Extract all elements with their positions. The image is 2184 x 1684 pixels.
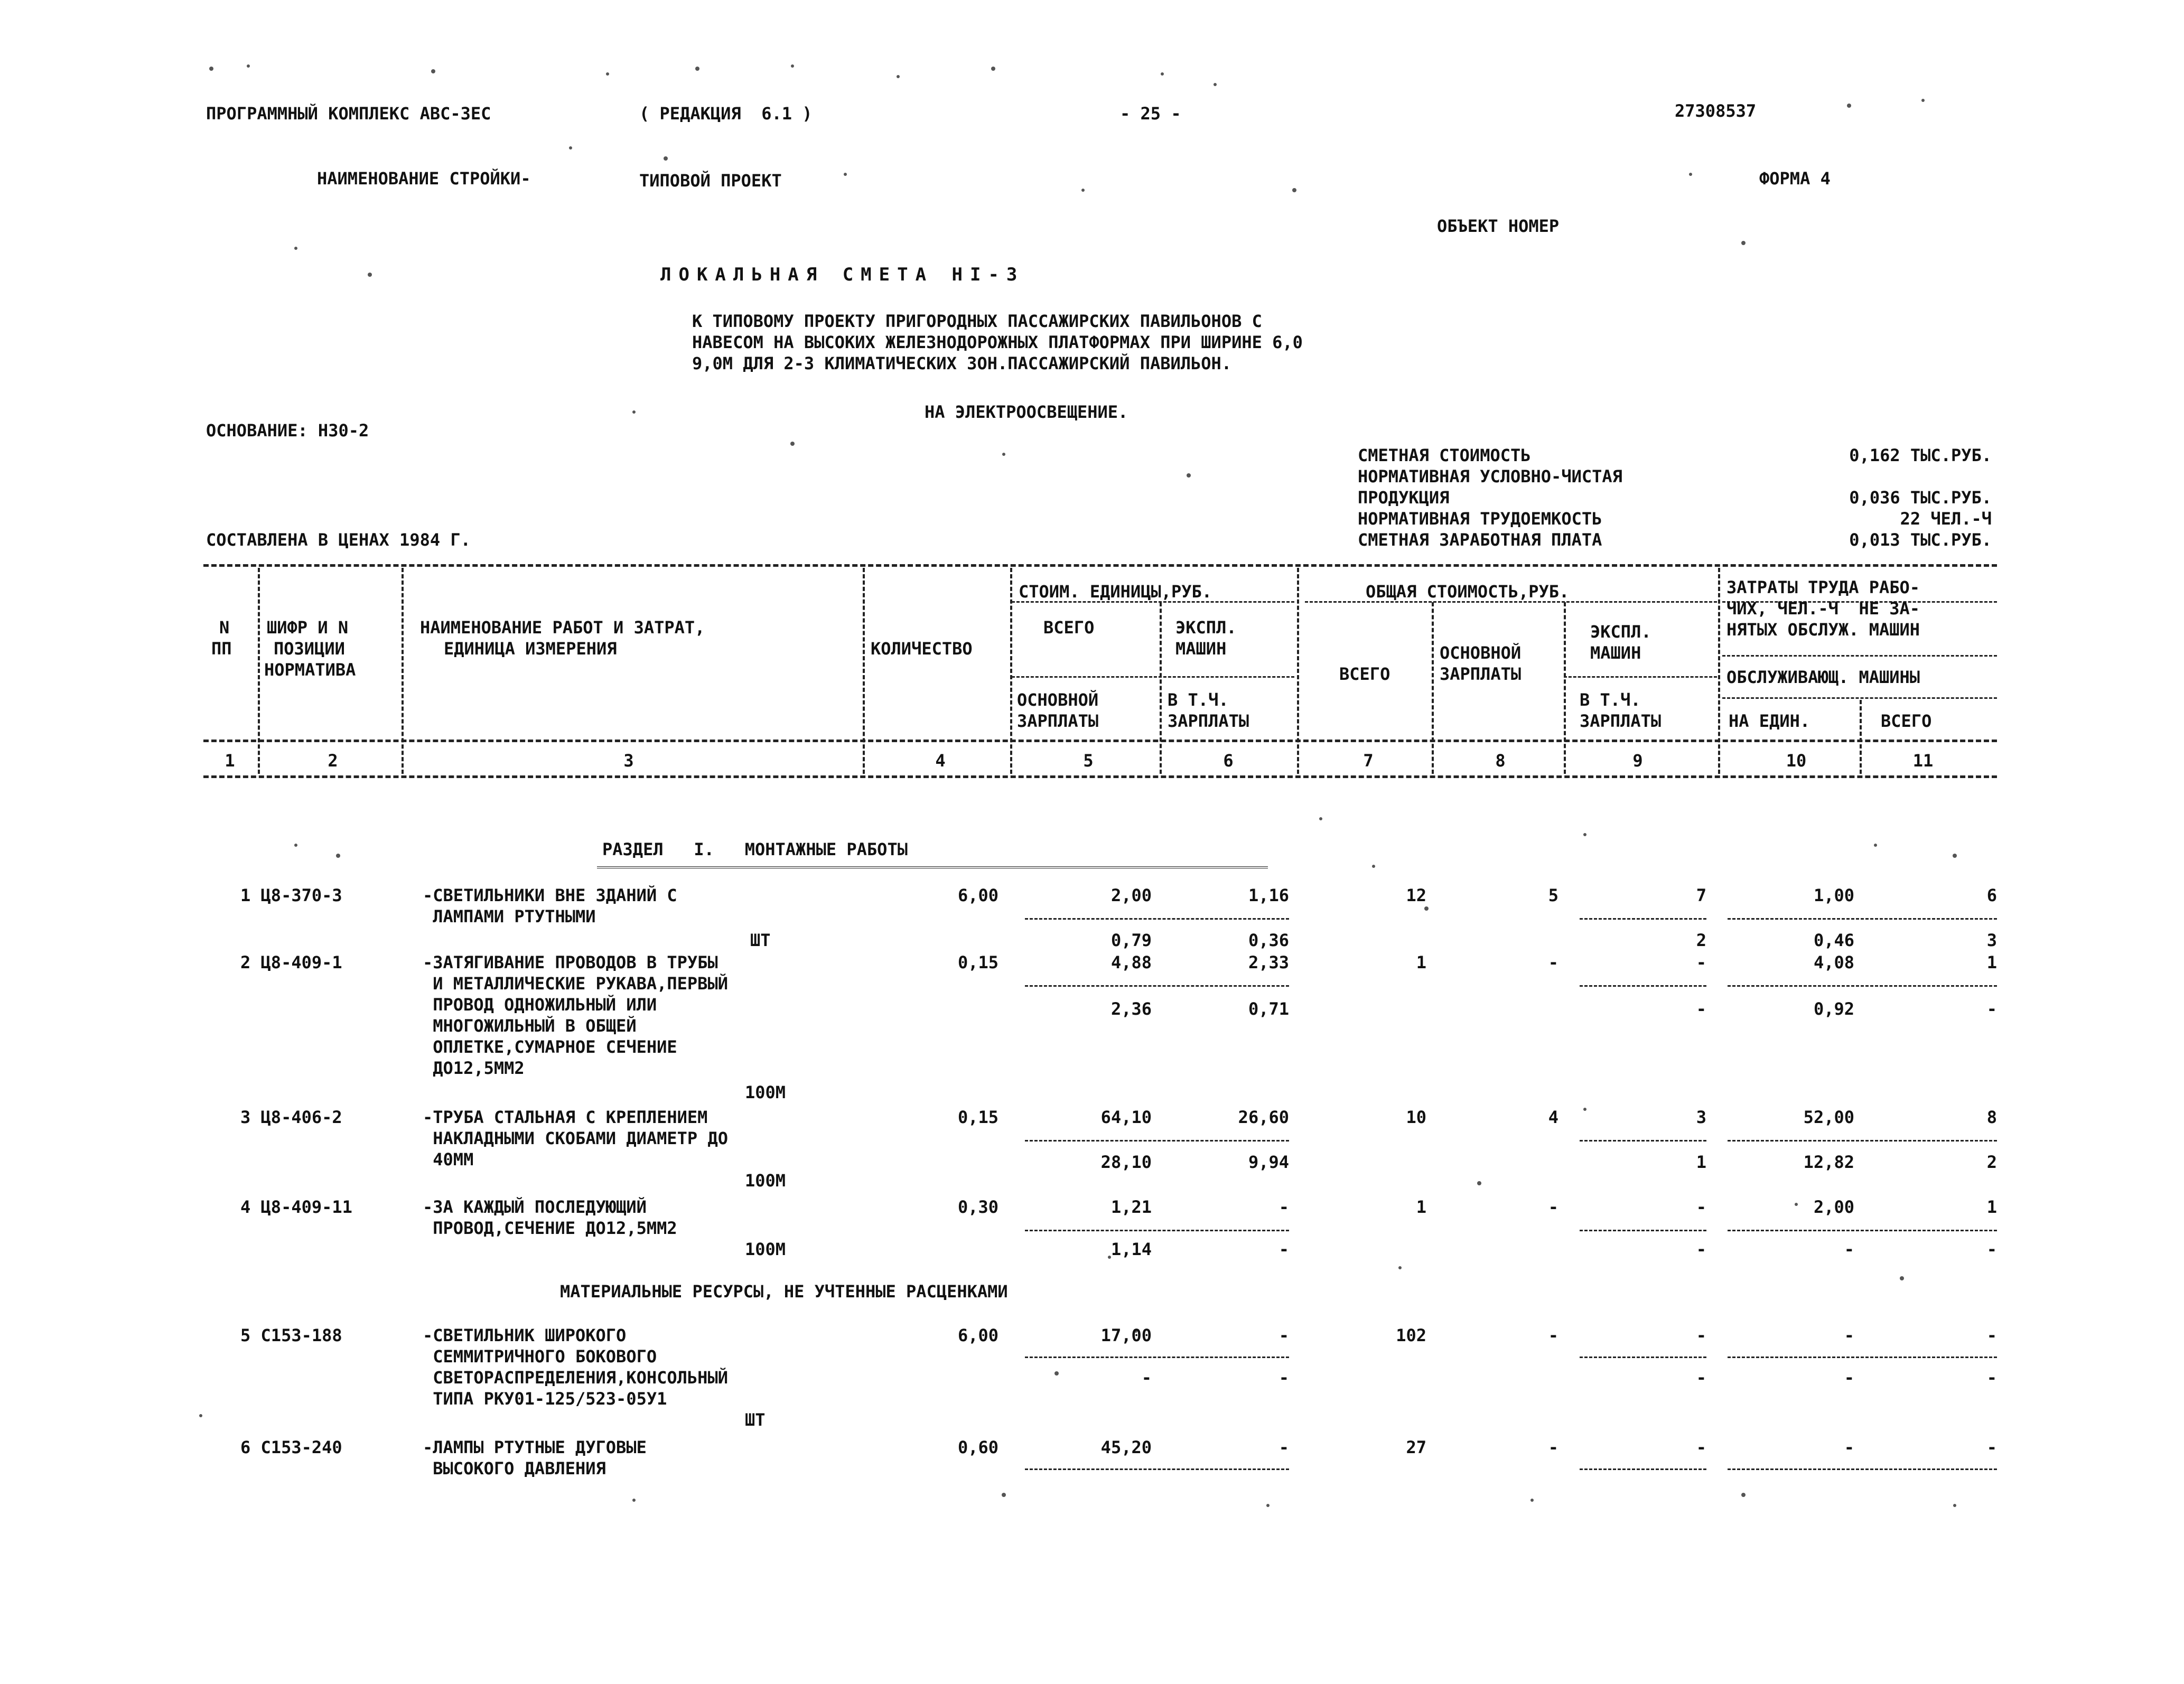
section-heading: РАЗДЕЛ I. МОНТАЖНЫЕ РАБОТЫ <box>602 839 908 859</box>
row-labor-total: 1 <box>1986 1197 1997 1217</box>
materials-heading: МАТЕРИАЛЬНЫЕ РЕСУРСЫ, НЕ УЧТЕННЫЕ РАСЦЕНКАМИ <box>560 1281 1008 1302</box>
row-code: 6 С153-240 <box>240 1437 342 1457</box>
row-labor-total: 1 <box>1986 952 1997 972</box>
row-labor-unit-machines: - <box>1844 1368 1854 1388</box>
row-name-line: СЕММИТРИЧНОГО БОКОВОГО <box>423 1346 657 1367</box>
row-unit-machines: 2,33 <box>1248 952 1289 972</box>
summary-labor-value: 22 ЧЕЛ.-Ч <box>1900 509 1992 529</box>
row-unit-total: 45,20 <box>1100 1437 1152 1457</box>
row-total: 27 <box>1406 1437 1426 1457</box>
uc-mach-label-2: МАШИН <box>1175 639 1227 659</box>
estimate-title: ЛОКАЛЬНАЯ СМЕТА НI-3 <box>660 264 1025 285</box>
header-bottom-rule <box>203 740 1997 742</box>
row-labor-total: 6 <box>1986 885 1997 905</box>
row-unit: ШТ <box>750 930 771 950</box>
row-labor-unit: 4,08 <box>1813 952 1854 972</box>
row-total-machine-wage: - <box>1696 1368 1706 1388</box>
row-labor-unit: 2,00 <box>1813 1197 1854 1217</box>
row-divider <box>1025 918 1289 920</box>
row-code: 2 Ц8-409-1 <box>240 952 342 972</box>
row-unit-machines: - <box>1278 1437 1289 1457</box>
row-unit-total: 64,10 <box>1100 1107 1152 1127</box>
row-total-machine-wage: - <box>1696 1239 1706 1259</box>
row-labor-unit: 1,00 <box>1813 885 1854 905</box>
tc-incl-label-1: В Т.Ч. <box>1580 690 1641 710</box>
summary-net-value: 0,036 ТЫС.РУБ. <box>1849 488 1992 508</box>
row-divider <box>1728 985 1997 987</box>
row-name-line: ПРОВОД ОДНОЖИЛЬНЫЙ ИЛИ <box>423 995 657 1015</box>
row-divider <box>1025 1468 1289 1470</box>
row-labor-total-machines: 3 <box>1986 930 1997 950</box>
row-divider <box>1728 1356 1997 1358</box>
column-number: 4 <box>935 751 946 771</box>
summary-net-label-1: НОРМАТИВНАЯ УСЛОВНО-ЧИСТАЯ <box>1358 466 1622 487</box>
row-labor-total-machines: - <box>1986 999 1997 1019</box>
row-labor-unit: 52,00 <box>1803 1107 1854 1127</box>
row-total-machines: - <box>1696 952 1706 972</box>
row-divider <box>1728 1468 1997 1470</box>
row-unit-machines: - <box>1278 1325 1289 1345</box>
tc-wage-label-1: ОСНОВНОЙ <box>1440 643 1522 663</box>
row-name-line: -ЗА КАЖДЫЙ ПОСЛЕДУЮЩИЙ <box>423 1197 647 1217</box>
row-name-line: 40ММ <box>423 1149 474 1170</box>
row-quantity: 6,00 <box>957 1325 998 1345</box>
row-divider <box>1025 1140 1289 1142</box>
col-code-label-2: ПОЗИЦИИ <box>274 639 345 659</box>
column-number: 7 <box>1363 751 1374 771</box>
column-number: 2 <box>328 751 338 771</box>
summary-net-label-2: ПРОДУКЦИЯ <box>1358 488 1450 508</box>
labor-subrule-3 <box>1722 697 1997 699</box>
section-underline <box>597 866 1268 868</box>
row-divider <box>1025 1230 1289 1231</box>
row-total: 102 <box>1396 1325 1426 1345</box>
tc-mach-label-1: ЭКСПЛ. <box>1590 622 1651 642</box>
row-total-machine-wage: - <box>1696 999 1706 1019</box>
uc-mach-label-1: ЭКСПЛ. <box>1175 618 1237 638</box>
row-unit: 100М <box>745 1082 786 1102</box>
summary-cost-value: 0,162 ТЫС.РУБ. <box>1849 445 1992 465</box>
labor-header-2: ЧИХ, ЧЕЛ.-Ч НЕ ЗА- <box>1726 598 1920 619</box>
row-name-line: ЛАМПАМИ РТУТНЫМИ <box>423 906 596 927</box>
row-total-wage: - <box>1548 1197 1558 1217</box>
row-labor-unit-machines: 12,82 <box>1803 1152 1854 1172</box>
basis: ОСНОВАНИЕ: НЗ0-2 <box>206 420 369 441</box>
col-code-label-3: НОРМАТИВА <box>264 660 356 680</box>
row-name-line: -ЗАТЯГИВАНИЕ ПРОВОДОВ В ТРУБЫ <box>423 952 718 972</box>
object-label: ОБЪЕКТ НОМЕР <box>1437 216 1560 236</box>
col-n-label-2: ПП <box>211 639 232 659</box>
row-name-line: ОПЛЕТКЕ,СУМАРНОЕ СЕЧЕНИЕ <box>423 1037 677 1057</box>
col-sep-2 <box>402 568 404 774</box>
column-number: 9 <box>1632 751 1643 771</box>
table-top-rule <box>203 564 1997 567</box>
row-unit: 100М <box>745 1239 786 1259</box>
row-divider <box>1728 1230 1997 1231</box>
row-name-line: -СВЕТИЛЬНИКИ ВНЕ ЗДАНИЙ С <box>423 885 677 905</box>
tc-wage-label-2: ЗАРПЛАТЫ <box>1440 664 1522 684</box>
row-divider <box>1580 918 1706 920</box>
row-unit-total: 17,00 <box>1100 1325 1152 1345</box>
row-labor-unit: - <box>1844 1437 1854 1457</box>
row-total-machines: - <box>1696 1325 1706 1345</box>
column-number: 5 <box>1083 751 1094 771</box>
row-unit-wage: - <box>1141 1368 1152 1388</box>
row-unit-wage: 28,10 <box>1100 1152 1152 1172</box>
row-unit-machines: - <box>1278 1197 1289 1217</box>
col-sep-7 <box>1432 602 1434 774</box>
unit-cost-header: СТОИМ. ЕДИНИЦЫ,РУБ. <box>1019 582 1212 602</box>
row-total-machines: 7 <box>1696 885 1706 905</box>
row-name-line: НАКЛАДНЫМИ СКОБАМИ ДИАМЕТР ДО <box>423 1128 728 1148</box>
document-number: 27308537 <box>1675 101 1757 121</box>
row-total-wage: - <box>1548 1325 1558 1345</box>
row-quantity: 0,15 <box>957 1107 998 1127</box>
page-number: - 25 - <box>1120 104 1181 124</box>
row-unit-machine-wage: 0,71 <box>1248 999 1289 1019</box>
title-description-line-1: К ТИПОВОМУ ПРОЕКТУ ПРИГОРОДНЫХ ПАССАЖИРСКИХ ПАВИЛЬОНОВ С <box>692 311 1262 331</box>
row-name-line: И МЕТАЛЛИЧЕСКИЕ РУКАВА,ПЕРВЫЙ <box>423 974 728 994</box>
row-name-line: ПРОВОД,СЕЧЕНИЕ ДО12,5ММ2 <box>423 1218 677 1238</box>
total-cost-header: ОБЩАЯ СТОИМОСТЬ,РУБ. <box>1366 582 1570 602</box>
row-quantity: 0,15 <box>957 952 998 972</box>
row-unit-total: 2,00 <box>1110 885 1152 905</box>
row-divider <box>1025 985 1289 987</box>
row-total: 12 <box>1406 885 1426 905</box>
column-number: 6 <box>1223 751 1234 771</box>
row-labor-total-machines: - <box>1986 1239 1997 1259</box>
row-divider <box>1580 1468 1706 1470</box>
row-total-wage: 5 <box>1548 885 1558 905</box>
row-divider <box>1025 1356 1289 1358</box>
program-name: ПРОГРАММНЫЙ КОМПЛЕКС АВС-3ЕС <box>206 104 491 124</box>
row-unit: 100М <box>745 1171 786 1191</box>
uc-wage-label-2: ЗАРПЛАТЫ <box>1017 711 1099 731</box>
row-code: 5 С153-188 <box>240 1325 342 1345</box>
row-divider <box>1728 918 1997 920</box>
row-labor-unit-machines: 0,46 <box>1813 930 1854 950</box>
row-name-line: ВЫСОКОГО ДАВЛЕНИЯ <box>423 1458 606 1479</box>
labor-header-3: НЯТЫХ ОБСЛУЖ. МАШИН <box>1726 620 1920 640</box>
row-unit-wage: 1,14 <box>1110 1239 1152 1259</box>
row-code: 4 Ц8-409-11 <box>240 1197 352 1217</box>
row-name-line: СВЕТОРАСПРЕДЕЛЕНИЯ,КОНСОЛЬНЫЙ <box>423 1368 728 1388</box>
col-sep-10 <box>1860 700 1862 774</box>
tc-mach-label-2: МАШИН <box>1590 643 1641 663</box>
row-quantity: 0,60 <box>957 1437 998 1457</box>
uc-wage-label-1: ОСНОВНОЙ <box>1017 690 1099 710</box>
row-labor-total-machines: 2 <box>1986 1152 1997 1172</box>
uc-total-label: ВСЕГО <box>1043 618 1095 638</box>
row-code: 1 Ц8-370-3 <box>240 885 342 905</box>
labor-unit-label: НА ЕДИН. <box>1729 711 1810 731</box>
edition: ( РЕДАКЦИЯ 6.1 ) <box>639 104 813 124</box>
col-sep-8 <box>1564 602 1566 774</box>
labor-subrule-2 <box>1722 655 1997 657</box>
row-total: 1 <box>1416 952 1426 972</box>
col-sep-1 <box>258 568 260 774</box>
row-total-machines: - <box>1696 1197 1706 1217</box>
column-number: 8 <box>1495 751 1506 771</box>
col-qty-label: КОЛИЧЕСТВО <box>871 639 973 659</box>
price-level: СОСТАВЛЕНА В ЦЕНАХ 1984 Г. <box>206 530 471 550</box>
form-number: ФОРМА 4 <box>1759 169 1831 189</box>
col-sep-5 <box>1160 602 1162 774</box>
row-divider <box>1580 1140 1706 1142</box>
summary-wage-label: СМЕТНАЯ ЗАРАБОТНАЯ ПЛАТА <box>1358 530 1602 550</box>
row-unit-machines: 1,16 <box>1248 885 1289 905</box>
row-divider <box>1728 1140 1997 1142</box>
row-divider <box>1580 1230 1706 1231</box>
column-number: 3 <box>623 751 634 771</box>
summary-wage-value: 0,013 ТЫС.РУБ. <box>1849 530 1992 550</box>
building-value: ТИПОВОЙ ПРОЕКТ <box>639 171 782 191</box>
row-name-line: ТИПА РКУ01-125/523-05У1 <box>423 1389 667 1409</box>
summary-cost-label: СМЕТНАЯ СТОИМОСТЬ <box>1358 445 1531 465</box>
estimate-subject: НА ЭЛЕКТРООСВЕЩЕНИЕ. <box>925 402 1128 422</box>
row-total-machine-wage: 2 <box>1696 930 1706 950</box>
row-total: 10 <box>1406 1107 1426 1127</box>
row-total-machines: - <box>1696 1437 1706 1457</box>
col-name-label-1: НАИМЕНОВАНИЕ РАБОТ И ЗАТРАТ, <box>420 618 705 638</box>
row-labor-total: 8 <box>1986 1107 1997 1127</box>
machine-subrule <box>1564 676 1717 678</box>
row-total-wage: - <box>1548 1437 1558 1457</box>
row-quantity: 0,30 <box>957 1197 998 1217</box>
title-description-line-2: НАВЕСОМ НА ВЫСОКИХ ЖЕЛЕЗНОДОРОЖНЫХ ПЛАТФОРМАХ ПРИ ШИРИНЕ 6,0 <box>692 332 1303 352</box>
row-unit-total: 1,21 <box>1110 1197 1152 1217</box>
row-unit-machines: 26,60 <box>1238 1107 1289 1127</box>
row-total-machine-wage: 1 <box>1696 1152 1706 1172</box>
row-name-line: МНОГОЖИЛЬНЫЙ В ОБЩЕЙ <box>423 1016 637 1036</box>
row-quantity: 6,00 <box>957 885 998 905</box>
row-unit-total: 4,88 <box>1110 952 1152 972</box>
row-labor-unit: - <box>1844 1325 1854 1345</box>
uc-incl-label-2: ЗАРПЛАТЫ <box>1168 711 1249 731</box>
row-total-wage: - <box>1548 952 1558 972</box>
row-labor-total: - <box>1986 1437 1997 1457</box>
row-total: 1 <box>1416 1197 1426 1217</box>
row-total-wage: 4 <box>1548 1107 1558 1127</box>
labor-header-1: ЗАТРАТЫ ТРУДА РАБО- <box>1726 577 1920 597</box>
row-unit-machine-wage: 9,94 <box>1248 1152 1289 1172</box>
row-labor-unit-machines: 0,92 <box>1813 999 1854 1019</box>
tc-total-label: ВСЕГО <box>1339 664 1390 684</box>
column-number: 1 <box>225 751 235 771</box>
labor-header-4: ОБСЛУЖИВАЮЩ. МАШИНЫ <box>1726 667 1920 687</box>
building-label: НАИМЕНОВАНИЕ СТРОЙКИ- <box>317 169 531 189</box>
number-row-rule <box>203 775 1997 778</box>
col-name-label-2: ЕДИНИЦА ИЗМЕРЕНИЯ <box>444 639 617 659</box>
row-name-line: -СВЕТИЛЬНИК ШИРОКОГО <box>423 1325 627 1345</box>
col-code-label-1: ШИФР И N <box>267 618 349 638</box>
tc-incl-label-2: ЗАРПЛАТЫ <box>1580 711 1662 731</box>
title-description-line-3: 9,0М ДЛЯ 2-3 КЛИМАТИЧЕСКИХ ЗОН.ПАССАЖИРСКИЙ ПАВИЛЬОН. <box>692 353 1232 373</box>
unit-cost-subrule-2 <box>1012 676 1294 678</box>
col-n-label: N <box>219 618 230 638</box>
column-number: 11 <box>1912 751 1934 771</box>
row-labor-total-machines: - <box>1986 1368 1997 1388</box>
row-unit-machine-wage: - <box>1278 1368 1289 1388</box>
row-code: 3 Ц8-406-2 <box>240 1107 342 1127</box>
row-name-line: -ЛАМПЫ РТУТНЫЕ ДУГОВЫЕ <box>423 1437 647 1457</box>
row-unit-machine-wage: 0,36 <box>1248 930 1289 950</box>
row-unit-wage: 2,36 <box>1110 999 1152 1019</box>
col-sep-9 <box>1718 568 1720 774</box>
row-labor-unit-machines: - <box>1844 1239 1854 1259</box>
col-sep-4 <box>1010 568 1012 774</box>
uc-incl-label-1: В Т.Ч. <box>1168 690 1229 710</box>
labor-total-label: ВСЕГО <box>1881 711 1932 731</box>
summary-labor-label: НОРМАТИВНАЯ ТРУДОЕМКОСТЬ <box>1358 509 1602 529</box>
row-name-line: -ТРУБА СТАЛЬНАЯ С КРЕПЛЕНИЕМ <box>423 1107 708 1127</box>
row-total-machines: 3 <box>1696 1107 1706 1127</box>
row-unit-machine-wage: - <box>1278 1239 1289 1259</box>
row-unit: ШТ <box>745 1410 766 1430</box>
row-labor-total: - <box>1986 1325 1997 1345</box>
col-sep-3 <box>863 568 865 774</box>
row-divider <box>1580 1356 1706 1358</box>
column-number: 10 <box>1786 751 1807 771</box>
col-sep-6 <box>1297 568 1299 774</box>
row-name-line: ДО12,5ММ2 <box>423 1058 525 1078</box>
row-divider <box>1580 985 1706 987</box>
row-unit-wage: 0,79 <box>1110 930 1152 950</box>
